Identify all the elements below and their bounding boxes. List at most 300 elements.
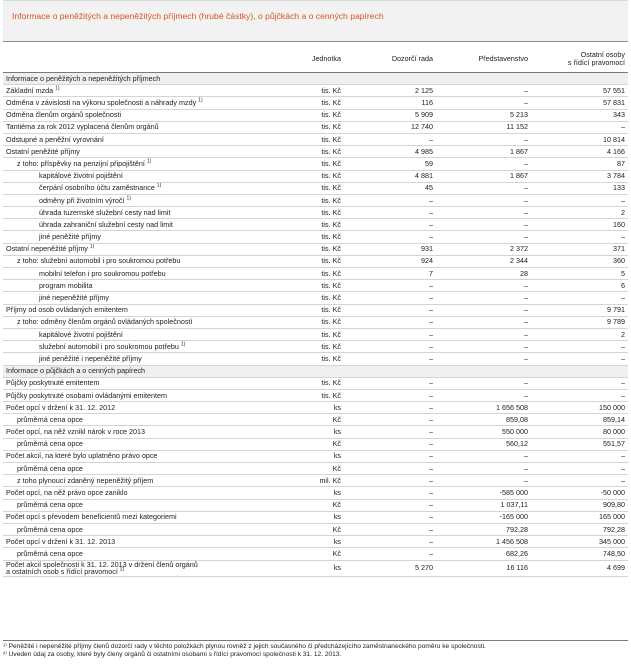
other-managers-value: 87 — [531, 158, 628, 170]
unit-cell: tis. Kč — [285, 353, 351, 365]
supervisory-board-value: – — [351, 133, 436, 145]
board-of-directors-value: – — [436, 207, 531, 219]
table-row — [3, 475, 628, 487]
unit-cell: tis. Kč — [285, 292, 351, 304]
table-row — [3, 219, 628, 231]
other-managers-value: 859,14 — [531, 414, 628, 426]
row-label-text: z toho: služební automobil i pro soukromou potřebu — [17, 256, 181, 266]
row-label-text: Ostatní nepeněžité příjmy — [6, 244, 88, 254]
header-supervisory-board: Dozorčí rada — [351, 45, 436, 73]
table-row — [3, 97, 628, 109]
row-label-text: průměrná cena opce — [17, 439, 83, 449]
table-row — [3, 414, 628, 426]
unit-cell: tis. Kč — [285, 231, 351, 243]
supervisory-board-value: 7 — [351, 268, 436, 280]
header-other-managers-line1: Ostatní osoby — [580, 49, 625, 59]
row-label — [3, 292, 285, 304]
row-label — [3, 243, 285, 255]
unit-cell: tis. Kč — [285, 146, 351, 158]
unit-cell: ks — [285, 536, 351, 548]
row-label-text: průměrná cena opce — [17, 524, 83, 534]
board-of-directors-value: – — [436, 328, 531, 340]
supervisory-board-value: 2 125 — [351, 85, 436, 97]
footnote-marker: 1) — [198, 97, 203, 104]
row-label — [3, 109, 285, 121]
supervisory-board-value: – — [351, 450, 436, 462]
supervisory-board-value: – — [351, 402, 436, 414]
unit-cell: tis. Kč — [285, 255, 351, 267]
other-managers-value: 10 814 — [531, 133, 628, 145]
row-label-text: kapitálové životní pojištění — [39, 329, 123, 339]
board-of-directors-value: – — [436, 133, 531, 145]
table-row — [3, 402, 628, 414]
other-managers-value: 343 — [531, 109, 628, 121]
supervisory-board-value — [351, 73, 436, 85]
unit-cell: tis. Kč — [285, 328, 351, 340]
table-row — [3, 121, 628, 133]
row-label — [3, 487, 285, 499]
row-label — [3, 280, 285, 292]
other-managers-value: – — [531, 389, 628, 401]
supervisory-board-value: – — [351, 194, 436, 206]
header-label-cell — [3, 45, 285, 73]
row-label-text: Odměna členům orgánů společnosti — [6, 110, 122, 120]
row-label — [3, 389, 285, 401]
table-row — [3, 133, 628, 145]
unit-cell: ks — [285, 402, 351, 414]
supervisory-board-value: – — [351, 219, 436, 231]
row-label — [3, 353, 285, 365]
board-of-directors-value: 5 213 — [436, 109, 531, 121]
table-row — [3, 182, 628, 194]
unit-cell: tis. Kč — [285, 377, 351, 389]
unit-cell: tis. Kč — [285, 170, 351, 182]
unit-cell: Kč — [285, 414, 351, 426]
supervisory-board-value: 45 — [351, 182, 436, 194]
other-managers-value: – — [531, 341, 628, 353]
board-of-directors-value: -585 000 — [436, 487, 531, 499]
row-label — [3, 255, 285, 267]
unit-cell: ks — [285, 560, 351, 577]
other-managers-value: 80 000 — [531, 426, 628, 438]
compensation-table — [3, 45, 628, 577]
row-label — [3, 548, 285, 560]
footnote-marker: 1) — [89, 243, 95, 250]
table-row — [3, 450, 628, 462]
table-row — [3, 268, 628, 280]
table-row — [3, 523, 628, 535]
board-of-directors-value: – — [436, 475, 531, 487]
header-other-managers — [531, 45, 628, 73]
other-managers-value: 792,28 — [531, 523, 628, 535]
other-managers-value: – — [531, 450, 628, 462]
board-of-directors-value: 28 — [436, 268, 531, 280]
board-of-directors-value: 2 372 — [436, 243, 531, 255]
table-row — [3, 158, 628, 170]
header-board-of-directors: Představenstvo — [436, 45, 531, 73]
row-label — [3, 536, 285, 548]
section-header-row — [3, 365, 628, 377]
unit-cell: ks — [285, 487, 351, 499]
supervisory-board-value: – — [351, 511, 436, 523]
supervisory-board-value: – — [351, 280, 436, 292]
row-label-text: průměrná cena opce — [17, 463, 83, 473]
supervisory-board-value: 4 881 — [351, 170, 436, 182]
other-managers-value: 9 791 — [531, 304, 628, 316]
row-label-text: čerpání osobního účtu zaměstnance — [39, 183, 155, 193]
row-label — [3, 450, 285, 462]
row-label-text-line2: a ostatních osob s řídící pravomocí — [6, 567, 118, 577]
other-managers-value: 2 — [531, 207, 628, 219]
footnote-1: ¹⁾ Peněžité i nepeněžité příjmy členů dozorčí rady v těchto položkách plynou rovněž z jejich současného či předcházejícího zaměstnaneckého poměru ke společnosti. — [3, 643, 486, 650]
supervisory-board-value: 931 — [351, 243, 436, 255]
table-row — [3, 170, 628, 182]
row-label — [3, 146, 285, 158]
board-of-directors-value: – — [436, 389, 531, 401]
unit-cell: tis. Kč — [285, 341, 351, 353]
table-row — [3, 328, 628, 340]
board-of-directors-value: 792,28 — [436, 523, 531, 535]
unit-cell: tis. Kč — [285, 316, 351, 328]
board-of-directors-value: – — [436, 292, 531, 304]
board-of-directors-value: 1 867 — [436, 146, 531, 158]
row-label — [3, 133, 285, 145]
board-of-directors-value: 11 152 — [436, 121, 531, 133]
table-row — [3, 560, 628, 577]
footnote-marker: 1) — [180, 341, 186, 348]
row-label — [3, 219, 285, 231]
board-of-directors-value: – — [436, 231, 531, 243]
board-of-directors-value: – — [436, 182, 531, 194]
row-label — [3, 328, 285, 340]
board-of-directors-value: – — [436, 377, 531, 389]
table-row — [3, 146, 628, 158]
unit-cell: tis. Kč — [285, 280, 351, 292]
supervisory-board-value: – — [351, 548, 436, 560]
other-managers-value: 57 551 — [531, 85, 628, 97]
unit-cell: tis. Kč — [285, 121, 351, 133]
row-label — [3, 73, 285, 85]
supervisory-board-value: – — [351, 463, 436, 475]
supervisory-board-value — [351, 365, 436, 377]
supervisory-board-value: – — [351, 316, 436, 328]
row-label-text: jiné peněžité i nepeněžité příjmy — [39, 353, 142, 363]
other-managers-value: 4 166 — [531, 146, 628, 158]
board-of-directors-value: 1 456 508 — [436, 536, 531, 548]
row-label-text: jiné peněžité příjmy — [39, 232, 101, 242]
other-managers-value: – — [531, 353, 628, 365]
row-label-text: Počet akcií společnosti k 31. 12. 2013 v držení členů orgánů — [6, 560, 198, 569]
supervisory-board-value: 5 270 — [351, 560, 436, 577]
table-row — [3, 316, 628, 328]
table-title-bar — [3, 0, 628, 42]
other-managers-value: 360 — [531, 255, 628, 267]
other-managers-value: 165 000 — [531, 511, 628, 523]
footnote-marker: 1) — [156, 182, 162, 189]
unit-cell: tis. Kč — [285, 133, 351, 145]
other-managers-value: 371 — [531, 243, 628, 255]
supervisory-board-value: – — [351, 499, 436, 511]
board-of-directors-value: – — [436, 463, 531, 475]
row-label-text: Informace o peněžitých a nepeněžitých příjmech — [6, 73, 161, 83]
other-managers-value: – — [531, 292, 628, 304]
unit-cell: tis. Kč — [285, 194, 351, 206]
board-of-directors-value: – — [436, 316, 531, 328]
other-managers-value: – — [531, 475, 628, 487]
other-managers-value: 9 789 — [531, 316, 628, 328]
row-label-text: Počet opcí v držení k 31. 12. 2012 — [6, 402, 116, 412]
unit-cell — [285, 365, 351, 377]
supervisory-board-value: 924 — [351, 255, 436, 267]
supervisory-board-value: 116 — [351, 97, 436, 109]
table-row — [3, 499, 628, 511]
unit-cell: tis. Kč — [285, 219, 351, 231]
row-label-text: Půjčky poskytnuté emitentem — [6, 378, 100, 388]
supervisory-board-value: – — [351, 475, 436, 487]
footnote-2: ²⁾ Uveden údaj za osoby, které byly členy orgánů či ostatními osobami s řídící pravomocí společnosti k 31. 12. 2013. — [3, 651, 342, 659]
row-label-text: Půjčky poskytnuté osobami ovládanými emitentem — [6, 390, 167, 400]
unit-cell: tis. Kč — [285, 207, 351, 219]
other-managers-value: 909,80 — [531, 499, 628, 511]
other-managers-value: – — [531, 231, 628, 243]
footnotes — [3, 643, 628, 659]
row-label — [3, 402, 285, 414]
board-of-directors-value: 560,12 — [436, 438, 531, 450]
row-label-text: kapitálové životní pojištění — [39, 171, 123, 181]
row-label-text: průměrná cena opce — [17, 500, 83, 510]
board-of-directors-value: – — [436, 158, 531, 170]
board-of-directors-value: 1 656 508 — [436, 402, 531, 414]
table-row — [3, 353, 628, 365]
board-of-directors-value: – — [436, 85, 531, 97]
other-managers-value: 3 784 — [531, 170, 628, 182]
supervisory-board-value: 59 — [351, 158, 436, 170]
other-managers-value: 551,57 — [531, 438, 628, 450]
other-managers-value — [531, 73, 628, 85]
other-managers-value: 160 — [531, 219, 628, 231]
table-row — [3, 255, 628, 267]
row-label — [3, 499, 285, 511]
other-managers-value: – — [531, 377, 628, 389]
row-label — [3, 475, 285, 487]
table-row — [3, 536, 628, 548]
row-label — [3, 365, 285, 377]
supervisory-board-value: – — [351, 426, 436, 438]
row-label-text: Počet opcí s převodem beneficientů mezi kategoriemi — [6, 512, 177, 522]
row-label — [3, 316, 285, 328]
row-label — [3, 511, 285, 523]
board-of-directors-value: – — [436, 280, 531, 292]
unit-cell: tis. Kč — [285, 268, 351, 280]
board-of-directors-value: 550 000 — [436, 426, 531, 438]
table-row — [3, 438, 628, 450]
supervisory-board-value: – — [351, 377, 436, 389]
table-row — [3, 280, 628, 292]
table-row — [3, 243, 628, 255]
row-label-text: Základní mzda — [6, 85, 54, 95]
unit-cell: tis. Kč — [285, 243, 351, 255]
board-of-directors-value: -165 000 — [436, 511, 531, 523]
supervisory-board-value: – — [351, 207, 436, 219]
row-label-text: Ostatní peněžité příjmy — [6, 146, 80, 156]
unit-cell: Kč — [285, 548, 351, 560]
row-label — [3, 523, 285, 535]
supervisory-board-value: – — [351, 292, 436, 304]
row-label — [3, 463, 285, 475]
supervisory-board-value: – — [351, 438, 436, 450]
unit-cell: ks — [285, 450, 351, 462]
table-row — [3, 487, 628, 499]
table-row — [3, 292, 628, 304]
row-label — [3, 438, 285, 450]
row-label — [3, 158, 285, 170]
unit-cell: Kč — [285, 499, 351, 511]
row-label — [3, 121, 285, 133]
board-of-directors-value: 2 344 — [436, 255, 531, 267]
unit-cell — [285, 73, 351, 85]
row-label-text: z toho plynoucí zdaněný nepeněžitý příjem — [17, 475, 154, 485]
row-label-text: Počet akcií, na které bylo uplatněno právo opce — [6, 451, 158, 461]
supervisory-board-value: – — [351, 353, 436, 365]
footnote-marker: 1) — [55, 85, 60, 92]
footnote-marker: 1) — [146, 158, 152, 165]
board-of-directors-value: – — [436, 341, 531, 353]
table-row — [3, 377, 628, 389]
other-managers-value: 4 699 — [531, 560, 628, 577]
board-of-directors-value: 859,08 — [436, 414, 531, 426]
other-managers-value: – — [531, 463, 628, 475]
other-managers-value — [531, 365, 628, 377]
other-managers-value: 57 831 — [531, 97, 628, 109]
unit-cell: ks — [285, 426, 351, 438]
row-label — [3, 377, 285, 389]
unit-cell: tis. Kč — [285, 97, 351, 109]
row-label — [3, 207, 285, 219]
row-label — [3, 560, 285, 577]
board-of-directors-value — [436, 73, 531, 85]
row-label — [3, 304, 285, 316]
supervisory-board-value: 5 909 — [351, 109, 436, 121]
row-label — [3, 85, 285, 97]
footnote-marker: 2) — [119, 567, 125, 574]
supervisory-board-value: – — [351, 414, 436, 426]
unit-cell: Kč — [285, 438, 351, 450]
row-label-text: úhrada zahraniční služební cesty nad limit — [39, 219, 173, 229]
other-managers-value: 6 — [531, 280, 628, 292]
board-of-directors-value: – — [436, 304, 531, 316]
unit-cell: Kč — [285, 463, 351, 475]
board-of-directors-value: 1 867 — [436, 170, 531, 182]
table-title: Informace o peněžitých a nepeněžitých příjmech (hrubé částky), o půjčkách a o cenných papírech — [12, 11, 384, 21]
table-row — [3, 389, 628, 401]
unit-cell: tis. Kč — [285, 85, 351, 97]
row-label — [3, 97, 285, 109]
board-of-directors-value: – — [436, 450, 531, 462]
unit-cell: tis. Kč — [285, 389, 351, 401]
other-managers-value: – — [531, 194, 628, 206]
row-label-text: odměny při životním výročí — [39, 195, 125, 205]
header-other-managers-line2: s řídící pravomocí — [567, 57, 625, 67]
table-header-row — [3, 45, 628, 73]
row-label-text: Informace o půjčkách a o cenných papírech — [6, 366, 146, 376]
board-of-directors-value: 16 116 — [436, 560, 531, 577]
unit-cell: mil. Kč — [285, 475, 351, 487]
other-managers-value: 345 000 — [531, 536, 628, 548]
board-of-directors-value — [436, 365, 531, 377]
row-label-text: Počet opcí v držení k 31. 12. 2013 — [6, 536, 116, 546]
row-label-text: mobilní telefon i pro soukromou potřebu — [39, 268, 166, 278]
row-label-text: průměrná cena opce — [17, 548, 83, 558]
row-label-text: Odměna v závislosti na výkonu společnosti a náhrady mzdy — [6, 98, 197, 107]
table-row — [3, 341, 628, 353]
other-managers-value: 748,50 — [531, 548, 628, 560]
row-label — [3, 341, 285, 353]
table-row — [3, 304, 628, 316]
board-of-directors-value: 1 037,11 — [436, 499, 531, 511]
unit-cell: tis. Kč — [285, 158, 351, 170]
unit-cell: tis. Kč — [285, 109, 351, 121]
unit-cell: Kč — [285, 523, 351, 535]
row-label-text: průměrná cena opce — [17, 414, 83, 424]
supervisory-board-value: – — [351, 328, 436, 340]
row-label-text: Tantiéma za rok 2012 vyplacená členům orgánů — [6, 122, 159, 132]
row-label-text: Počet opcí, na něž právo opce zaniklo — [6, 488, 128, 497]
board-of-directors-value: – — [436, 219, 531, 231]
board-of-directors-value: – — [436, 194, 531, 206]
table-row — [3, 207, 628, 219]
supervisory-board-value: – — [351, 523, 436, 535]
table-row — [3, 109, 628, 121]
section-header-row — [3, 73, 628, 85]
row-label — [3, 268, 285, 280]
supervisory-board-value: – — [351, 231, 436, 243]
unit-cell: tis. Kč — [285, 182, 351, 194]
table-row — [3, 511, 628, 523]
row-label — [3, 182, 285, 194]
supervisory-board-value: – — [351, 487, 436, 499]
supervisory-board-value: – — [351, 389, 436, 401]
board-of-directors-value: – — [436, 97, 531, 109]
table-row — [3, 426, 628, 438]
board-of-directors-value: – — [436, 353, 531, 365]
table-row — [3, 548, 628, 560]
row-label — [3, 194, 285, 206]
other-managers-value: -50 000 — [531, 487, 628, 499]
supervisory-board-value: – — [351, 536, 436, 548]
other-managers-value: 5 — [531, 268, 628, 280]
row-label-text: služební automobil i pro soukromou potřebu — [39, 341, 179, 351]
row-label-text: jiné nepeněžité příjmy — [39, 293, 109, 302]
row-label-text: Příjmy od osob ovládaných emitentem — [6, 305, 128, 315]
table-row — [3, 463, 628, 475]
other-managers-value: 150 000 — [531, 402, 628, 414]
table-row — [3, 231, 628, 243]
other-managers-value: – — [531, 121, 628, 133]
row-label-text: Odstupné a peněžní vyrovnání — [6, 134, 104, 144]
supervisory-board-value: – — [351, 304, 436, 316]
unit-cell: ks — [285, 511, 351, 523]
footnote-marker: 1) — [126, 195, 131, 202]
header-unit: Jednotka — [285, 45, 351, 73]
row-label-text: program mobilita — [39, 280, 93, 290]
supervisory-board-value: 4 985 — [351, 146, 436, 158]
other-managers-value: 2 — [531, 328, 628, 340]
row-label — [3, 426, 285, 438]
board-of-directors-value: 682,26 — [436, 548, 531, 560]
row-label-text: z toho: příspěvky na penzijní připojištění — [17, 158, 145, 168]
unit-cell: tis. Kč — [285, 304, 351, 316]
other-managers-value: 133 — [531, 182, 628, 194]
